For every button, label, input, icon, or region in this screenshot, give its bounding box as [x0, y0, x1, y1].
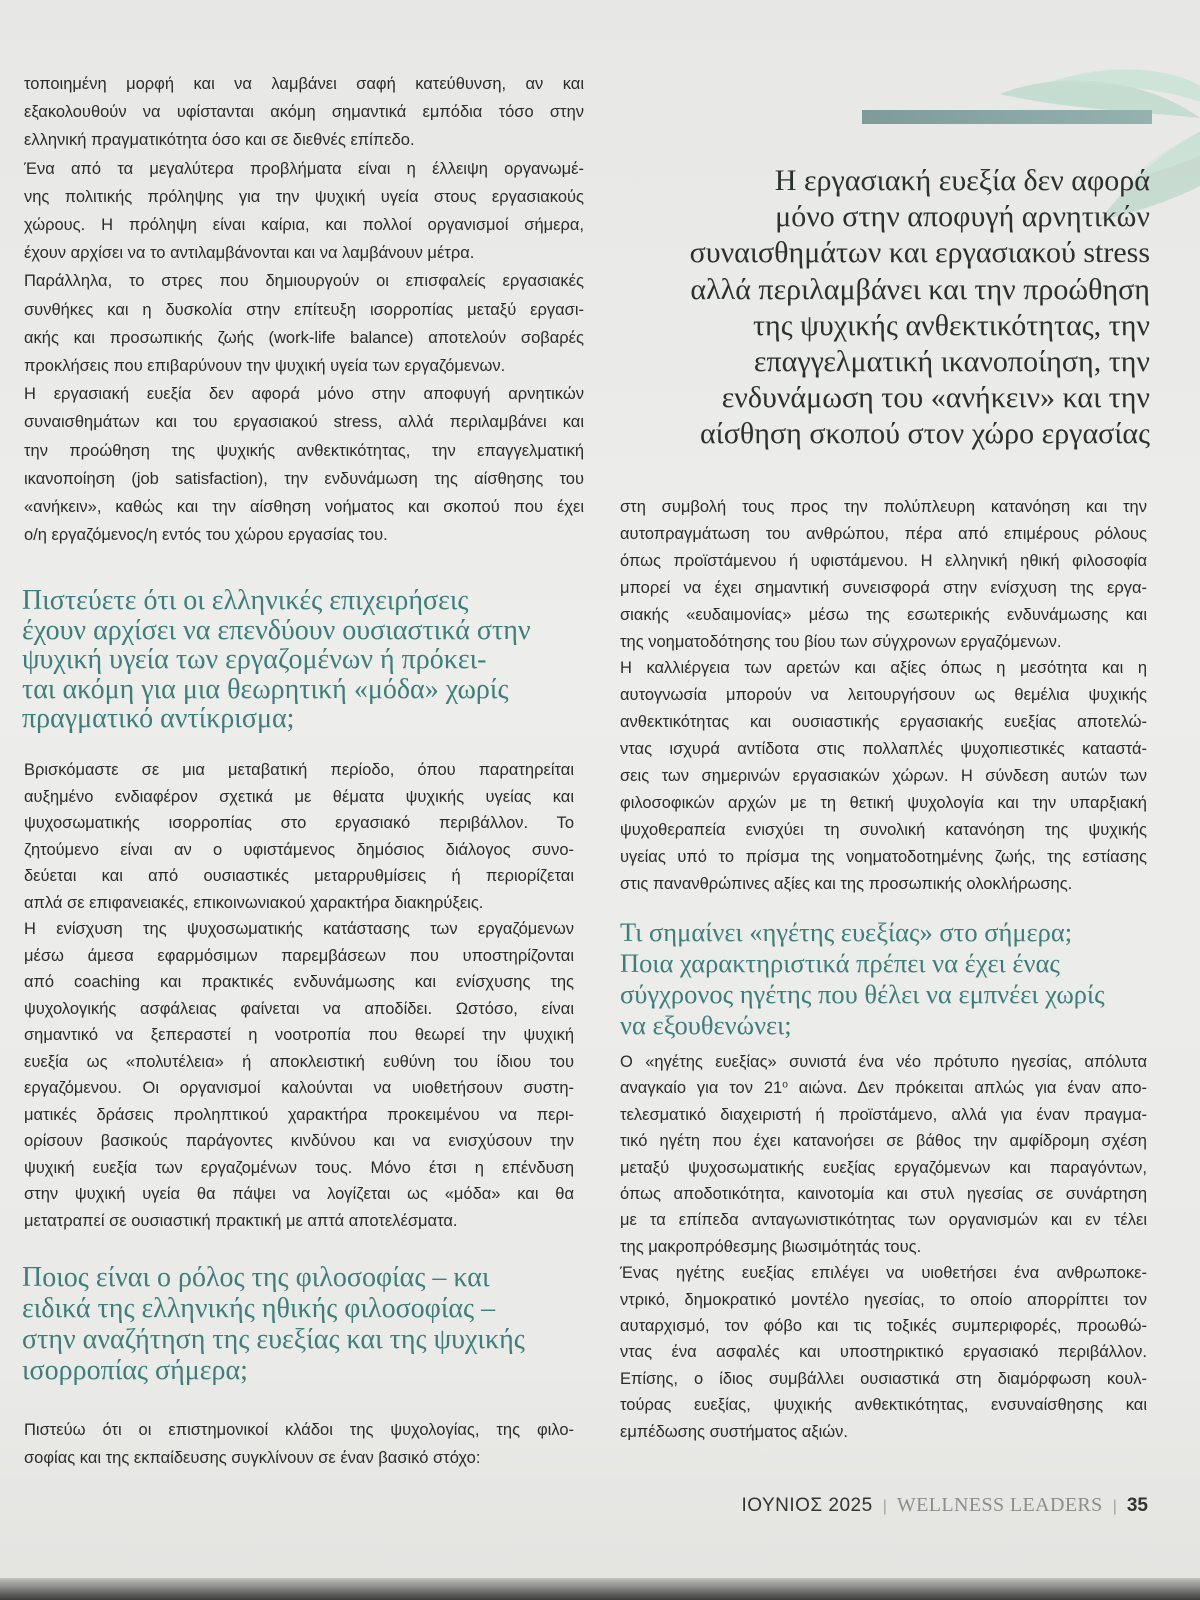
paragraph — [620, 494, 1147, 655]
question-heading — [620, 917, 1155, 1041]
text-line: σημαντικό να ξεπεραστεί η νοοτροπία που θεωρεί την ψυχική — [24, 1026, 574, 1044]
text-line: τοποιημένη μορφή και να λαμβάνει σαφή κατεύθυνση, αν και — [24, 75, 584, 93]
text-line: αυτοπραγμάτωση του ανθρώπου, πέρα από επιμέρους ρόλους — [620, 524, 1147, 543]
paragraph — [24, 380, 584, 549]
paragraph — [24, 916, 574, 1234]
answer-text — [24, 1416, 574, 1472]
paragraph — [24, 267, 584, 380]
text-line: ακής και προσωπικής ζωής (work-life balance) αποτελούν σοβαρές — [24, 328, 584, 347]
page-footer — [742, 1494, 1149, 1517]
text-line: Η ενίσχυση της ψυχοσωματικής κατάστασης των εργαζόμενων — [24, 920, 574, 938]
text-line: σοφίας και της εκπαίδευσης συγκλίνουν σε έναν βασικό στόχο: — [24, 1449, 481, 1467]
heading-line: πραγματικό αντίκρισμα; — [22, 703, 295, 734]
heading-line: Η εργασιακή ευεξία δεν αφορά — [774, 164, 1150, 197]
text-line: Ένα από τα μεγαλύτερα προβλήματα είναι η έλλειψη οργανωμέ- — [24, 159, 584, 178]
text-line: Η καλλιέργεια των αρετών και αξίες όπως η μεσότητα και η — [620, 659, 1147, 678]
paragraph — [620, 1260, 1147, 1445]
text-line: Η εργασιακή ευεξία δεν αφορά μόνο στην αποφυγή αρνητικών — [24, 385, 584, 404]
heading-line: επαγγελματική ικανοποίηση, την — [753, 345, 1150, 379]
superscript: ο — [782, 1079, 788, 1091]
text-line: φιλοσοφικών αρχών με τη θετική ψυχολογία και την υπαρξιακή — [620, 793, 1147, 812]
text-line: Ένας ηγέτης ευεξίας επιλέγει να υιοθετήσει ένα ανθρωποκε- — [620, 1264, 1147, 1283]
paragraph — [24, 70, 584, 155]
intro-text — [24, 70, 584, 549]
text-line: την προώθηση της ψυχικής ανθεκτικότητας, την επαγγελματική — [24, 441, 584, 460]
text-line: ικανοποίηση (job satisfaction), την ενδυνάμωση της αίσθησης του — [24, 469, 584, 488]
paragraph — [620, 1049, 1147, 1260]
text-line: συναισθημάτων και του εργασιακού stress, αλλά περιλαμβάνει και — [24, 413, 584, 432]
footer-separator: | — [882, 1498, 887, 1515]
text-line: χώρους. Η πρόληψη είναι καίρια, και πολλοί οργανισμοί σήμερα, — [24, 216, 584, 235]
heading-line: αίσθηση σκοπού στον χώρο εργασίας — [699, 417, 1150, 451]
text-line: όπως προϊστάμενου ή υφιστάμενου. Η ελληνική ηθική φιλοσοφία — [620, 551, 1147, 570]
text-line: συνθήκες και η δυσκολία στην επίτευξη ισορροπίας μεταξύ εργασι- — [24, 300, 584, 319]
text-line: ψυχική ευεξία των εργαζομένων τους. Μόνο έτσι η επένδυση — [24, 1158, 574, 1177]
text-line: στη συμβολή τους προς την πολύπλευρη κατανόηση και την — [620, 498, 1147, 516]
text-line: από coaching και πρακτικές ενδυνάμωσης και ενίσχυσης της — [24, 973, 574, 991]
text-line: μετατραπεί σε ουσιαστική πρακτική με απτά αποτελέσματα. — [24, 1211, 458, 1230]
heading-line: ενδυνάμωση του «ανήκειν» και την — [721, 381, 1150, 415]
text-line — [620, 1075, 1147, 1101]
page-number: 35 — [1126, 1495, 1148, 1516]
text-line: εμπέδωσης συστήματος αξιών. — [620, 1422, 849, 1441]
text-line: Ο «ηγέτης ευεξίας» συνιστά ένα νέο πρότυπο ηγεσίας, απόλυτα — [620, 1053, 1147, 1071]
page-edge-shadow — [0, 1578, 1200, 1600]
text-line: ευεξία ως «πολυτέλεια» ή αποκλειστική ευθύνη του ίδιου του — [24, 1052, 574, 1071]
heading-line: σύγχρονος ηγέτης που θέλει να εμπνέει χωρίς — [620, 979, 1105, 1009]
text-segment: αναγκαίο για τον 21 — [620, 1079, 783, 1098]
heading-line: ται ακόμη για μια θεωρητική «μόδα» χωρίς — [22, 673, 509, 705]
heading-line: της ψυχικής ανθεκτικότητας, την — [753, 308, 1150, 342]
text-line: Παράλληλα, το στρες που δημιουργούν οι επισφαλείς εργασιακές — [24, 272, 584, 291]
heading-line: στην αναζήτηση της ευεξίας και της ψυχικής — [22, 1324, 525, 1355]
text-line: ψυχοθεραπεία ενισχύει τη συνολική κατανόηση της ψυχικής — [620, 820, 1147, 839]
text-line: ματικές δράσεις προληπτικού χαρακτήρα προκειμένου να περι- — [24, 1105, 574, 1124]
heading-line: ισορροπίας σήμερα; — [22, 1355, 248, 1386]
question-heading — [22, 1262, 597, 1386]
heading-line: Πιστεύετε ότι οι ελληνικές επιχειρήσεις — [22, 585, 469, 616]
text-line: προκλήσεις που επιβαρύνουν την ψυχική υγεία των εργαζόμενων. — [24, 357, 506, 376]
text-line: τούρας ευεξίας, ψυχικής ανθεκτικότητας, ενσυναίσθησης και — [620, 1396, 1147, 1415]
text-line: νης πολιτικής πρόληψης για την ψυχική υγεία στους εργασιακούς — [24, 187, 584, 206]
text-line: της νοηματοδότησης του βίου των σύγχρονων εργαζόμενων. — [620, 632, 1062, 651]
text-line: ζητούμενο είναι αν ο υφιστάμενος δημόσιος διάλογος συνο- — [24, 840, 574, 859]
text-line: ψυχοσωματικής ισορροπίας στο εργασιακό περιβάλλον. Το — [24, 814, 574, 832]
text-line: εξακολουθούν να υφίστανται ακόμη σημαντικά εμπόδια τόσο στην — [24, 103, 584, 122]
text-line: απλά σε επιφανειακές, επικοινωνιακού χαρακτήρα διακηρύξεις. — [24, 893, 484, 912]
text-line: Επίσης, ο ίδιος συμβάλλει ουσιαστικά στη διαμόρφωση κουλ- — [620, 1369, 1147, 1388]
text-line: αυξημένο ενδιαφέρον σχετικά με θέματα ψυχικής υγείας και — [24, 787, 574, 806]
heading-line: μόνο στην αποφυγή αρνητικών — [775, 200, 1150, 234]
text-line: ο/η εργαζόμενος/η εντός του χώρου εργασίας του. — [24, 526, 388, 545]
heading-line: να εξουθενώνει; — [620, 1010, 792, 1040]
text-segment: αιώνα. Δεν πρόκειται απλώς για έναν απο- — [787, 1079, 1147, 1098]
text-line: αυταρχισμό, τον φόβο και τις τοξικές συμπεριφορές, προωθώ- — [620, 1317, 1147, 1336]
text-line: σεις των σημερινών εργασιακών χώρων. Η σύνδεση αυτών των — [620, 767, 1147, 786]
text-line: εργαζόμενου. Οι οργανισμοί καλούνται να υιοθετήσουν συστη- — [24, 1079, 574, 1097]
text-line: της μακροπρόθεσμης βιωσιμότητάς τους. — [620, 1237, 922, 1256]
text-line: αυτογνωσία μπορούν να λειτουργήσουν ως θεμέλια ψυχικής — [620, 686, 1147, 705]
text-line: ντας ισχυρά αντίδοτα στις πολλαπλές ψυχοπιεστικές καταστά- — [620, 740, 1147, 759]
accent-bar — [862, 110, 1152, 124]
answer-text — [620, 494, 1147, 898]
paragraph — [24, 155, 584, 268]
text-line: μεταξύ ψυχοσωματικής ευεξίας εργαζόμενων και παραγόντων, — [620, 1158, 1147, 1177]
heading-line: Ποιος είναι ο ρόλος της φιλοσοφίας – και — [22, 1262, 490, 1293]
magazine-name: WELLNESS LEADERS — [896, 1494, 1103, 1516]
paragraph — [24, 757, 574, 916]
text-line: Βρισκόμαστε σε μια μεταβατική περίοδο, όπου παρατηρείται — [24, 761, 574, 779]
text-line: ντρικό, δημοκρατικό μοντέλο ηγεσίας, το οποίο απορρίπτει τον — [620, 1290, 1147, 1309]
heading-line: ειδικά της ελληνικής ηθικής φιλοσοφίας – — [22, 1293, 496, 1324]
text-line: υγείας υπό το πρίσμα της νοηματοδοτημένης ζωής, της εστίασης — [620, 847, 1147, 866]
heading-line: Ποια χαρακτηριστικά πρέπει να έχει ένας — [620, 948, 1060, 978]
text-line: ορίσουν βασικούς παράγοντες κινδύνου και να ενισχύσουν την — [24, 1132, 574, 1150]
text-line: έχουν αρχίσει να το αντιλαμβάνονται και να λαμβάνουν μέτρα. — [24, 244, 475, 263]
text-line: με τα επίπεδα ανταγωνιστικότητας των οργανισμών και εν τέλει — [620, 1211, 1147, 1230]
text-line: ψυχολογικής ασφάλειας φαίνεται να αποδίδει. Ωστόσο, είναι — [24, 999, 574, 1018]
heading-line: Τι σημαίνει «ηγέτης ευεξίας» στο σήμερα; — [620, 917, 1073, 947]
text-line: «ανήκειν», καθώς και την αίσθηση νοήματος και σκοπού που έχει — [24, 498, 584, 517]
text-line: μπορεί να έχει σημαντική συνεισφορά στην ενίσχυση της εργα- — [620, 578, 1147, 597]
answer-text — [620, 1049, 1147, 1445]
text-line: όπως αποδοτικότητα, καινοτομία και στυλ ηγεσίας σε συνάρτηση — [620, 1185, 1147, 1204]
text-line: τελεσματικό διαχειριστή ή προϊστάμενο, αλλά για έναν πραγμα- — [620, 1105, 1147, 1124]
text-line: δεύεται και από ουσιαστικές μεταρρυθμίσεις ή περιορίζεται — [24, 867, 574, 885]
text-line: ντας ένα ασφαλές και υποστηρικτικό εργασιακό περιβάλλον. — [620, 1343, 1147, 1362]
question-heading — [22, 586, 597, 734]
text-line: τικό ηγέτη που έχει κατανοήσει σε βάθος την αμφίδρομη σχέση — [620, 1132, 1147, 1151]
issue-date: ΙΟΥΝΙΟΣ 2025 — [741, 1495, 873, 1516]
text-line: ανθεκτικότητας και ουσιαστικής εργασιακής ευεξίας αποτελώ- — [620, 713, 1147, 732]
heading-line: ψυχική υγεία των εργαζομένων ή πρόκει- — [22, 644, 487, 675]
text-line: σιακής «ευδαιμονίας» μέσω της εσωτερικής ενδυνάμωσης και — [620, 605, 1147, 624]
heading-line: έχουν αρχίσει να επενδύουν ουσιαστικά στην — [22, 614, 531, 646]
heading-line: συναισθημάτων και εργασιακού stress — [689, 236, 1150, 270]
paragraph — [24, 1416, 574, 1472]
pull-quote — [610, 163, 1150, 453]
text-line: στις πανανθρώπινες αξίες και της προσωπικής ολοκλήρωσης. — [620, 874, 1073, 893]
answer-text — [24, 757, 574, 1234]
heading-line: αλλά περιλαμβάνει και την προώθηση — [690, 272, 1150, 306]
paragraph — [620, 655, 1147, 897]
text-line: Πιστεύω ότι οι επιστημονικοί κλάδοι της ψυχολογίας, της φιλο- — [24, 1421, 574, 1439]
footer-separator: | — [1112, 1498, 1117, 1515]
text-line: ελληνική πραγματικότητα όσο και σε διεθνές επίπεδο. — [24, 131, 415, 150]
text-line: στην ψυχική υγεία θα πάψει να λογίζεται ως «μόδα» και θα — [24, 1185, 574, 1203]
text-line: μέσω άμεσα εφαρμόσιμων παρεμβάσεων που υποστηρίζονται — [24, 946, 574, 965]
